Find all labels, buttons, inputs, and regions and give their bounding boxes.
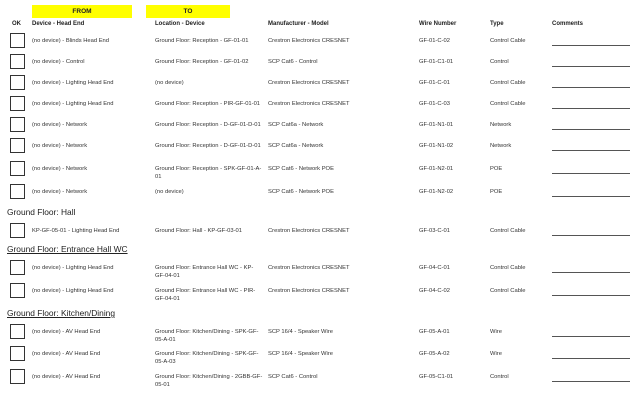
cell-manufacturer: SCP 16/4 - Speaker Wire bbox=[268, 329, 333, 335]
cell-type: Control Cable bbox=[490, 101, 526, 107]
cell-from: (no device) - AV Head End bbox=[32, 329, 101, 335]
cell-type: Wire bbox=[490, 351, 502, 357]
ok-checkbox[interactable] bbox=[10, 54, 25, 69]
cell-from: KP-GF-05-01 - Lighting Head End bbox=[32, 228, 120, 234]
comments-line[interactable] bbox=[552, 196, 630, 197]
ok-checkbox[interactable] bbox=[10, 33, 25, 48]
cell-type: POE bbox=[490, 166, 503, 172]
section-heading: Ground Floor: Entrance Hall WC bbox=[7, 244, 128, 254]
from-banner bbox=[32, 5, 132, 18]
cell-from: (no device) - Network bbox=[32, 166, 88, 172]
cell-type: POE bbox=[490, 189, 503, 195]
cell-to: Ground Floor: Reception - GF-01-01 bbox=[155, 38, 249, 44]
comments-line[interactable] bbox=[552, 150, 630, 151]
comments-line[interactable] bbox=[552, 295, 630, 296]
cell-type: Control Cable bbox=[490, 228, 526, 234]
cell-wire-number: GF-01-N2-01 bbox=[419, 166, 454, 172]
cell-wire-number: GF-04-C-01 bbox=[419, 265, 450, 271]
cell-type: Control Cable bbox=[490, 265, 526, 271]
header-manufacturer: Manufacturer - Model bbox=[268, 21, 329, 27]
cell-manufacturer: SCP 16/4 - Speaker Wire bbox=[268, 351, 333, 357]
header-type: Type bbox=[490, 21, 504, 27]
cell-manufacturer: Crestron Electronics CRESNET bbox=[268, 265, 350, 271]
cell-from: (no device) - AV Head End bbox=[32, 351, 101, 357]
cell-type: Control Cable bbox=[490, 38, 526, 44]
cell-manufacturer: Crestron Electronics CRESNET bbox=[268, 38, 350, 44]
cell-to: Ground Floor: Reception - D-GF-01-D-01 bbox=[155, 122, 261, 128]
cell-from: (no device) - Lighting Head End bbox=[32, 265, 114, 271]
ok-checkbox[interactable] bbox=[10, 260, 25, 275]
to-banner bbox=[146, 5, 230, 18]
comments-line[interactable] bbox=[552, 129, 630, 130]
cell-from: (no device) - Network bbox=[32, 189, 88, 195]
cell-manufacturer: SCP Cat6a - Network bbox=[268, 122, 324, 128]
cell-to: Ground Floor: Reception - GF-01-02 bbox=[155, 59, 249, 65]
cell-manufacturer: SCP Cat6 - Network POE bbox=[268, 189, 334, 195]
header-wire-number: Wire Number bbox=[419, 21, 457, 27]
cell-wire-number: GF-05-A-02 bbox=[419, 351, 450, 357]
cell-from: (no device) - Blinds Head End bbox=[32, 38, 110, 44]
ok-checkbox[interactable] bbox=[10, 346, 25, 361]
cell-type: Network bbox=[490, 122, 512, 128]
comments-line[interactable] bbox=[552, 235, 630, 236]
cell-type: Control bbox=[490, 59, 509, 65]
cell-type: Wire bbox=[490, 329, 502, 335]
comments-line[interactable] bbox=[552, 381, 630, 382]
ok-checkbox[interactable] bbox=[10, 324, 25, 339]
header-to: Location - Device bbox=[155, 21, 205, 27]
ok-checkbox[interactable] bbox=[10, 369, 25, 384]
cell-to: Ground Floor: Kitchen/Dining - SPK-GF-05-A-01 bbox=[155, 329, 259, 343]
header-comments: Comments bbox=[552, 21, 584, 27]
cell-wire-number: GF-01-C1-01 bbox=[419, 59, 454, 65]
cell-wire-number: GF-01-N1-02 bbox=[419, 143, 454, 149]
comments-line[interactable] bbox=[552, 87, 630, 88]
cell-wire-number: GF-04-C-02 bbox=[419, 288, 450, 294]
cell-type: Network bbox=[490, 143, 512, 149]
cell-type: Control Cable bbox=[490, 288, 526, 294]
cell-wire-number: GF-01-C-03 bbox=[419, 101, 450, 107]
cell-from: (no device) - Lighting Head End bbox=[32, 288, 114, 294]
comments-line[interactable] bbox=[552, 108, 630, 109]
comments-line[interactable] bbox=[552, 336, 630, 337]
cell-from: (no device) - Network bbox=[32, 122, 88, 128]
cell-wire-number: GF-05-A-01 bbox=[419, 329, 450, 335]
header-ok: OK bbox=[12, 21, 21, 27]
cell-manufacturer: SCP Cat6a - Network bbox=[268, 143, 324, 149]
section-heading: Ground Floor: Hall bbox=[7, 207, 76, 217]
cell-wire-number: GF-03-C-01 bbox=[419, 228, 450, 234]
cell-from: (no device) - Lighting Head End bbox=[32, 101, 114, 107]
cell-wire-number: GF-01-N1-01 bbox=[419, 122, 454, 128]
cell-to: Ground Floor: Reception - D-GF-01-D-01 bbox=[155, 143, 261, 149]
from-banner-label: FROM bbox=[72, 8, 92, 15]
cell-to: Ground Floor: Reception - PIR-GF-01-01 bbox=[155, 101, 261, 107]
cell-to: Ground Floor: Entrance Hall WC - PIR-GF-04-01 bbox=[155, 288, 256, 302]
cell-manufacturer: Crestron Electronics CRESNET bbox=[268, 101, 350, 107]
ok-checkbox[interactable] bbox=[10, 283, 25, 298]
cell-from: (no device) - Lighting Head End bbox=[32, 80, 114, 86]
cell-from: (no device) - AV Head End bbox=[32, 374, 101, 380]
cell-wire-number: GF-01-N2-02 bbox=[419, 189, 454, 195]
to-banner-label: TO bbox=[183, 8, 193, 15]
cell-type: Control Cable bbox=[490, 80, 526, 86]
ok-checkbox[interactable] bbox=[10, 138, 25, 153]
cell-to: (no device) bbox=[155, 80, 184, 86]
cell-from: (no device) - Control bbox=[32, 59, 85, 65]
ok-checkbox[interactable] bbox=[10, 75, 25, 90]
cell-to: Ground Floor: Kitchen/Dining - 2GBB-GF-05-01 bbox=[155, 374, 263, 388]
cell-to: Ground Floor: Reception - SPK-GF-01-A-01 bbox=[155, 166, 262, 180]
ok-checkbox[interactable] bbox=[10, 223, 25, 238]
cell-wire-number: GF-01-C-01 bbox=[419, 80, 450, 86]
cell-wire-number: GF-01-C-02 bbox=[419, 38, 450, 44]
cell-from: (no device) - Network bbox=[32, 143, 88, 149]
comments-line[interactable] bbox=[552, 272, 630, 273]
cell-manufacturer: Crestron Electronics CRESNET bbox=[268, 80, 350, 86]
section-heading: Ground Floor: Kitchen/Dining bbox=[7, 308, 115, 318]
ok-checkbox[interactable] bbox=[10, 117, 25, 132]
cell-manufacturer: Crestron Electronics CRESNET bbox=[268, 228, 350, 234]
cell-to: (no device) bbox=[155, 189, 184, 195]
cell-type: Control bbox=[490, 374, 509, 380]
comments-line[interactable] bbox=[552, 173, 630, 174]
cell-to: Ground Floor: Hall - KP-GF-03-01 bbox=[155, 228, 242, 234]
header-from: Device - Head End bbox=[32, 21, 85, 27]
cell-wire-number: GF-05-C1-01 bbox=[419, 374, 454, 380]
comments-line[interactable] bbox=[552, 45, 630, 46]
ok-checkbox[interactable] bbox=[10, 161, 25, 176]
cell-manufacturer: SCP Cat6 - Network POE bbox=[268, 166, 334, 172]
ok-checkbox[interactable] bbox=[10, 184, 25, 199]
comments-line[interactable] bbox=[552, 66, 630, 67]
ok-checkbox[interactable] bbox=[10, 96, 25, 111]
cell-manufacturer: SCP Cat6 - Control bbox=[268, 59, 318, 65]
cell-manufacturer: Crestron Electronics CRESNET bbox=[268, 288, 350, 294]
comments-line[interactable] bbox=[552, 358, 630, 359]
cell-to: Ground Floor: Kitchen/Dining - SPK-GF-05-A-03 bbox=[155, 351, 259, 365]
cell-manufacturer: SCP Cat6 - Control bbox=[268, 374, 318, 380]
cell-to: Ground Floor: Entrance Hall WC - KP-GF-04-01 bbox=[155, 265, 254, 279]
